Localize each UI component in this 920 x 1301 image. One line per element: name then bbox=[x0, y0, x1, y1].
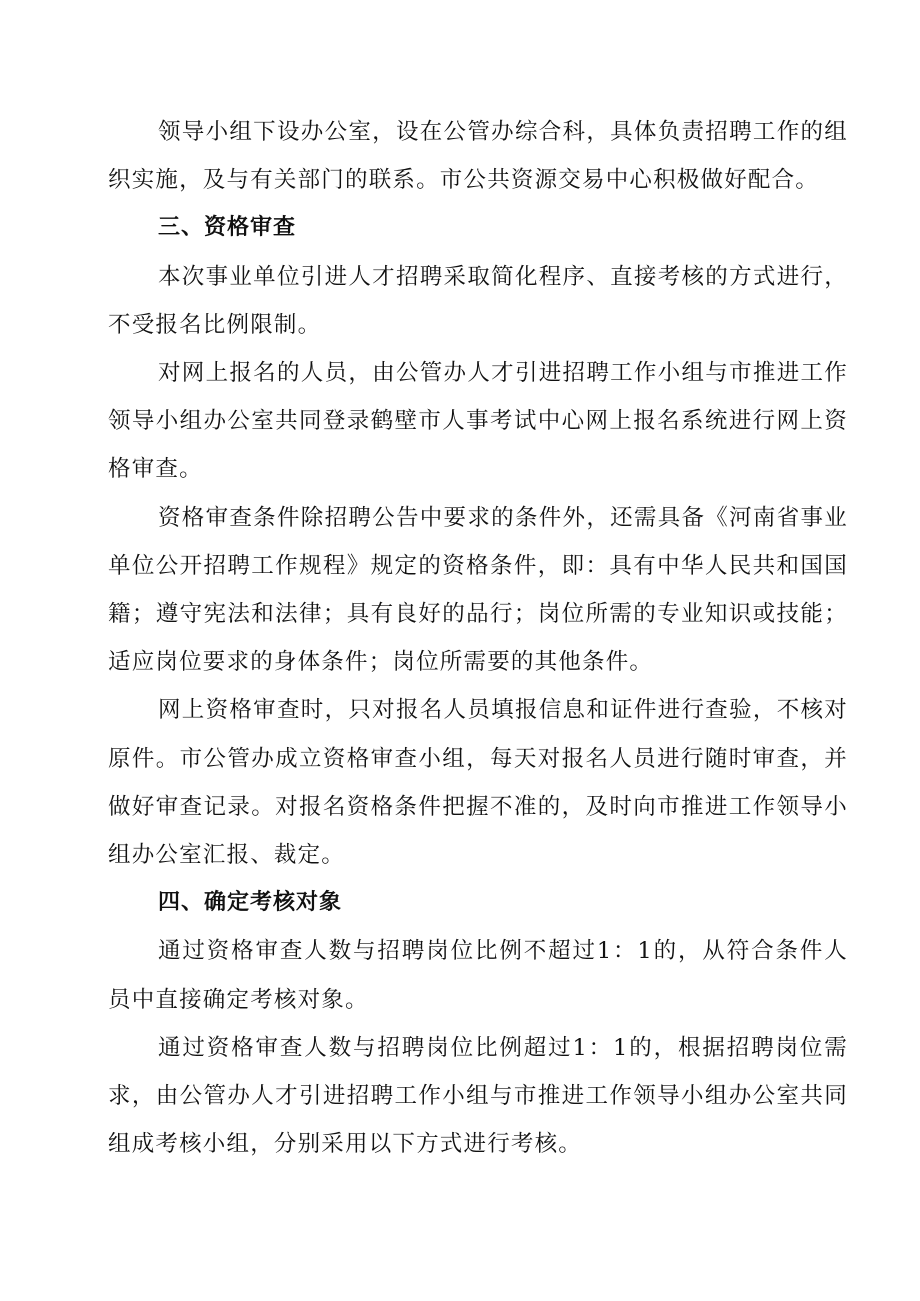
document-body bbox=[108, 108, 848, 1168]
paragraph-ratio-not-exceeding: 通过资格审查人数与招聘岗位比例不超过1：1的，从符合条件人员中直接确定考核对象。 bbox=[108, 938, 848, 1013]
heading-qualification-review: 三、资格审查 bbox=[158, 215, 297, 241]
paragraph-online-review: 对网上报名的人员，由公管办人才引进招聘工作小组与市推进工作领导小组办公室共同登录鹤壁市人事考试中心网上报名系统进行网上资格审查。 bbox=[108, 360, 848, 483]
paragraph-review-process: 网上资格审查时，只对报名人员填报信息和证件进行查验，不核对原件。市公管办成立资格审查小组，每天对报名人员进行随时审查，并做好审查记录。对报名资格条件把握不准的，及时向市推进工作领导小组办公室汇报、裁定。 bbox=[108, 697, 848, 869]
paragraph-review-conditions: 资格审查条件除招聘公告中要求的条件外，还需具备《河南省事业单位公开招聘工作规程》规定的资格条件，即：具有中华人民共和国国籍；遵守宪法和法律；具有良好的品行；岗位所需的专业知识或技能；适应岗位要求的身体条件；岗位所需要的其他条件。 bbox=[108, 504, 848, 676]
heading-determine-candidates: 四、确定考核对象 bbox=[158, 890, 343, 916]
paragraph-simplified-procedure: 本次事业单位引进人才招聘采取简化程序、直接考核的方式进行，不受报名比例限制。 bbox=[108, 263, 848, 338]
paragraph-office-setup: 领导小组下设办公室，设在公管办综合科，具体负责招聘工作的组织实施，及与有关部门的联系。市公共资源交易中心积极做好配合。 bbox=[108, 119, 848, 194]
paragraph-ratio-exceeding: 通过资格审查人数与招聘岗位比例超过1：1的，根据招聘岗位需求，由公管办人才引进招聘工作小组与市推进工作领导小组办公室共同组成考核小组，分别采用以下方式进行考核。 bbox=[108, 1034, 848, 1158]
